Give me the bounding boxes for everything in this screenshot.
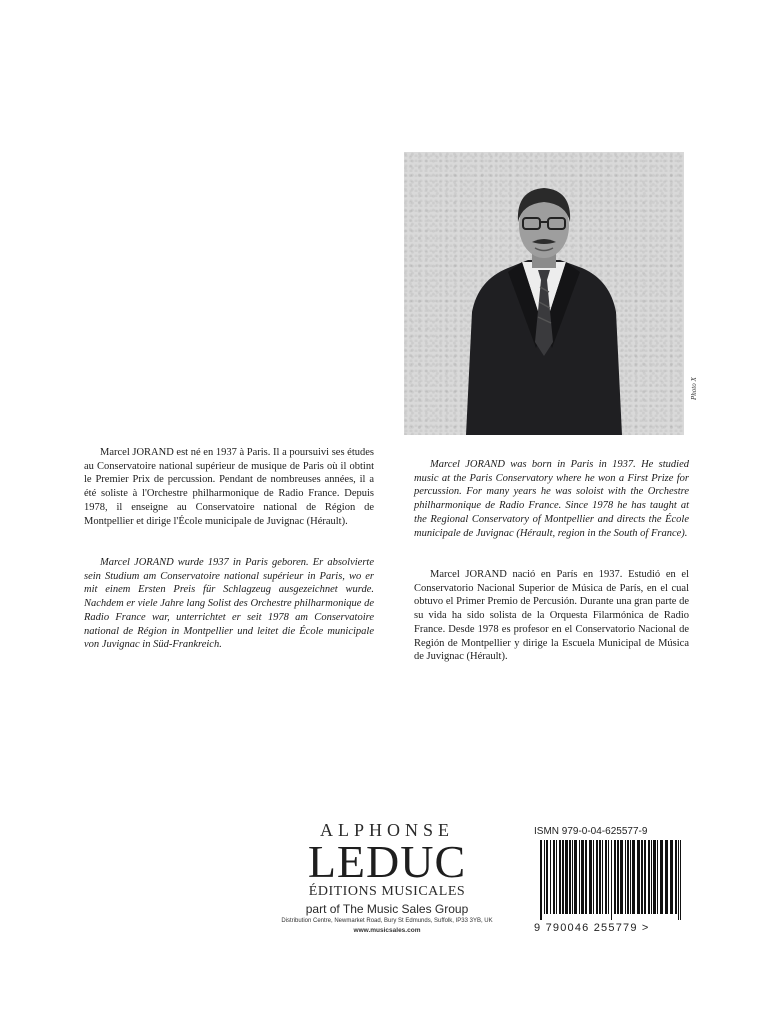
publisher-name-top: ALPHONSE [319, 820, 454, 840]
barcode-bar [632, 840, 635, 914]
barcode-bar [540, 840, 542, 920]
barcode-bar [544, 840, 545, 914]
publisher-url: www.musicsales.com [353, 927, 421, 934]
barcode-bar [641, 840, 643, 914]
barcode-graphic [538, 840, 685, 920]
publisher-distribution: Distribution Centre, Newmarket Road, Bury St Edmunds, Suffolk, IP33 3YB, UK [281, 918, 493, 924]
barcode-bar [620, 840, 623, 914]
author-photo [404, 152, 684, 435]
publisher-logo [262, 820, 512, 935]
barcode-bar [627, 840, 629, 914]
barcode-bar [651, 840, 652, 914]
publisher-group: part of The Music Sales Group [305, 902, 469, 916]
barcode-bar [559, 840, 561, 914]
ismn-label: ISMN 979-0-04-625577-9 [534, 826, 648, 837]
barcode-bar [581, 840, 584, 914]
barcode-bar [644, 840, 646, 914]
barcode-digits: 9 790046 255779 > [534, 922, 650, 934]
barcode-bar [617, 840, 619, 914]
barcode-bar [602, 840, 603, 914]
barcode-bar [611, 840, 612, 920]
barcode-bar [553, 840, 555, 914]
barcode-bar [614, 840, 616, 914]
barcode-bar [680, 840, 681, 920]
publisher-name-main: LEDUC [307, 836, 467, 887]
barcode-bar [657, 840, 658, 914]
barcode-bar [589, 840, 592, 914]
bio-german: Marcel JORAND wurde 1937 in Paris geboren. Er absolvierte sein Studium am Conservatoire national supérieur in Paris, wo er mit einem Ersten Preis für Schlagzeug ausgezeichnet wurde. Nachdem er viele Jahre lang Solist des Orchestre philharmonique de Radio France war, unterrichtet er seit 1978 am Conservatoire national de Région in Montpellier und leitet die École municipale von Juvignac in Süd-Frankreich. [84, 557, 374, 651]
barcode-bar [637, 840, 640, 914]
barcode-bar [670, 840, 673, 914]
barcode-bar [605, 840, 607, 914]
barcode-bar [608, 840, 609, 914]
barcode-bar [572, 840, 573, 914]
photo-credit: Photo X [690, 377, 698, 400]
barcode-bar [556, 840, 557, 914]
barcode-bar [596, 840, 598, 914]
bio-spanish: Marcel JORAND nació en París en 1937. Estudió en el Conservatorio Nacional Superior de Música de París, en el cual obtuvo el Primer Premio de Percusión. Durante una gran parte de su vida ha sido solista de la Orquesta Filarmónica de Radio France. Desde 1978 es profesor en el Conservatorio Nacional de Región de Montpellier y dirige la Escuela Municipal de Música de Juvignac (Hérault). [414, 569, 689, 663]
author-portrait-illustration [404, 152, 684, 435]
barcode-bar [625, 840, 626, 914]
publisher-editions: ÉDITIONS MUSICALES [308, 884, 466, 899]
barcode-bar [550, 840, 551, 914]
barcode-bar [569, 840, 571, 914]
barcode-bar [648, 840, 650, 914]
bio-english: Marcel JORAND was born in Paris in 1937. He studied music at the Paris Conservatory where he won a First Prize for percussion. For many years he was soloist with the Orchestre philharmonique de Radio France. Since 1978 he has taught at the Regional Conservatory of Montpellier and directs the École municipale de Juvignac (Hérault, region in the South of France). [414, 459, 689, 539]
barcode-bar [565, 840, 568, 914]
barcode-bar [599, 840, 601, 914]
barcode-bar [678, 840, 679, 920]
barcode-bar [585, 840, 587, 914]
barcode-bar [653, 840, 656, 914]
barcode-bar [630, 840, 631, 914]
barcode-bar [665, 840, 668, 914]
barcode-bar [579, 840, 580, 914]
barcode-bar [562, 840, 564, 914]
barcode-bar [660, 840, 663, 914]
bio-french: Marcel JORAND est né en 1937 à Paris. Il a poursuivi ses études au Conservatoire national supérieur de musique de Paris où il obtint le Premier Prix de percussion. Pendant de nombreuses années, il a été soliste à l'Orchestre philharmonique de Radio France. Depuis 1978, il enseigne au Conservatoire national de Région de Montpellier et dirige l'École municipale de Juvignac (Hérault). [84, 447, 374, 527]
barcode-bar [574, 840, 577, 914]
barcode-bar [593, 840, 594, 914]
barcode-bar [675, 840, 677, 914]
barcode-bar [546, 840, 548, 914]
